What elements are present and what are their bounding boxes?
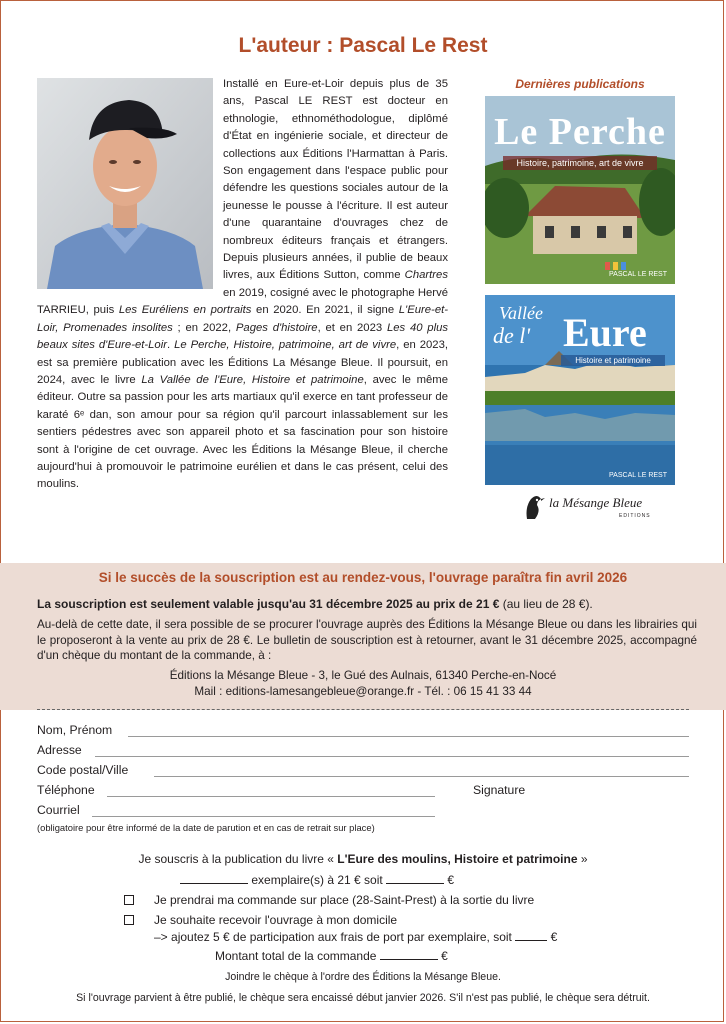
delivery-fee-field[interactable]: [515, 930, 547, 941]
author-biography: Installé en Eure-et-Loir depuis plus de 35 ans, Pascal LE REST est docteur en ethnologie, ethnométhodologue, diplômé d'État en ingénierie sociale, et directeur de collections aux Éditions l'Harmattan à Paris. Son engagement dans l'espace public pour défendre les questions sociales autour de la jeunesse le pousse à l'écriture. Il est auteur d'une quarantaine d'ouvrages chez de nombreux éditeurs français et étrangers. Depuis plusieurs années, il publie de beaux livres, aux Éditions Sutton, comme Chartres en 2019, cosigné avec le photographe Hervé TARRIEU, puis Les Euréliens en portraits en 2020. En 2021, il signe L'Eure-et-Loir, Promenades insolites ; en 2022, Pages d'histoire, et en 2023 Les 40 plus beaux sites d'Eure-et-Loir. Le Perche, Histoire, patrimoine, art de vivre, en 2023, est sa première publication avec les Éditions La Mésange Bleue. Il poursuit, en 2024, avec le livre La Vallée de l'Eure, Histoire et patrimoine, avec le même éditeur. Outre sa passion pour les arts martiaux qu'il exerce en tant professeur de karaté 6ᵉ dan, son amour pour sa région qu'il parcourt inlassablement sur les sentiers pédestres avec son appareil photo et sa fascination pour son histoire sont à l'origine de cet ouvrage. Avec les Éditions la Mésange Bleue, il cherche aujourd'hui à promouvoir le patrimoine eurélien et dans le cas présent, celui des moulins.: [37, 78, 449, 491]
publications-heading: Dernières publications: [515, 77, 645, 91]
subscription-paragraph: Au-delà de cette date, il sera possible de se procurer l'ouvrage auprès des Éditions la Mésange Bleue ou dans les librairies qui le proposeront à la vente au prix de 28 €. Le bulletin de souscription est à retourner, avant le 31 décembre 2025, accompagné d'un chèque du montant de la commande, à :: [37, 618, 697, 663]
subscription-address: Éditions la Mésange Bleue - 3, le Gué des Aulnais, 61340 Perche-en-Nocé Mail : editions-lamesangebleue@orange.fr - Tél. : 06 15 41 33 44: [169, 669, 557, 698]
book-title-chartres: Chartres: [404, 269, 448, 282]
phone-field[interactable]: [107, 796, 435, 797]
copies-amount-field[interactable]: [386, 873, 444, 884]
book1-title: Le Perche: [494, 111, 666, 153]
delivery-checkbox[interactable]: [124, 915, 134, 925]
book-cover-le-perche: [485, 96, 675, 284]
book2-title-big: Eure: [563, 310, 647, 355]
footer-note: Si l'ouvrage parvient à être publié, le chèque sera encaissé début janvier 2026. S'il n'est pas publié, le chèque sera détruit.: [76, 992, 650, 1004]
form-label-email: Courriel: [37, 803, 80, 817]
book1-author: PASCAL LE REST: [609, 271, 667, 278]
book-title-40-sites: Les 40 plus beaux sites d'Eure-et-Loir: [37, 321, 449, 352]
publisher-logo: [523, 491, 663, 525]
total-amount-field[interactable]: [380, 949, 438, 960]
email-field[interactable]: [92, 816, 435, 817]
form-label-address: Adresse: [37, 743, 82, 757]
book1-subtitle: Histoire, patrimoine, art de vivre: [503, 156, 657, 170]
pickup-label: Je prendrai ma commande sur place (28-Saint-Prest) à la sortie du livre: [154, 893, 535, 907]
book2-author: PASCAL LE REST: [609, 472, 667, 479]
form-label-name: Nom, Prénom: [37, 723, 113, 737]
delivery-label: Je souhaite recevoir l'ouvrage à mon domicile: [154, 913, 398, 927]
publisher-sub: EDITIONS: [619, 513, 651, 519]
postal-field[interactable]: [154, 776, 689, 777]
form-label-phone: Téléphone: [37, 783, 95, 797]
bird-icon: [523, 493, 545, 523]
book2-title-line2: de l': [493, 323, 531, 348]
book-cover-vallee-eure: [485, 295, 675, 485]
subscription-heading: Si le succès de la souscription est au rendez-vous, l'ouvrage paraîtra fin avril 2026: [98, 570, 628, 585]
book-title-pages: Pages d'histoire: [235, 321, 318, 334]
form-label-postal: Code postal/Ville: [37, 763, 129, 777]
email-note: (obligatoire pour être informé de la date de parution et en cas de retrait sur place): [37, 822, 375, 833]
cut-line: [37, 709, 689, 710]
publisher-name: la Mésange Bleue: [549, 495, 643, 510]
name-field[interactable]: [128, 736, 689, 737]
cheque-note: Joindre le chèque à l'ordre des Éditions la Mésange Bleue.: [225, 971, 501, 983]
total-row: Montant total de la commande €: [215, 949, 448, 963]
subscription-validity: La souscription est seulement valable jusqu'au 31 décembre 2025 au prix de 21 € (au lieu de 28 €).: [37, 597, 593, 611]
order-intro: Je souscris à la publication du livre « L'Eure des moulins, Histoire et patrimoine »: [138, 852, 588, 866]
page-title: L'auteur : Pascal Le Rest: [238, 34, 488, 57]
form-label-signature: Signature: [473, 783, 526, 797]
book2-subtitle: Histoire et patrimoine: [561, 355, 665, 366]
book-title-perche: Le Perche, Histoire, patrimoine, art de vivre: [174, 339, 397, 352]
book-title-vallee-eure: La Vallée de l'Eure, Histoire et patrimoine: [141, 373, 364, 386]
book-title-promenades: L'Eure-et-Loir, Promenades insolites: [37, 304, 448, 334]
pickup-checkbox[interactable]: [124, 895, 134, 905]
delivery-fee-row: –> ajoutez 5 € de participation aux frais de port par exemplaire, soit €: [154, 930, 558, 944]
copies-count-field[interactable]: [180, 873, 248, 884]
book-title-eureliens: Les Euréliens en portraits: [118, 304, 252, 317]
address-field[interactable]: [95, 756, 689, 757]
book2-title-line1: Vallée: [499, 303, 543, 323]
copies-row: exemplaire(s) à 21 € soit €: [180, 873, 454, 887]
